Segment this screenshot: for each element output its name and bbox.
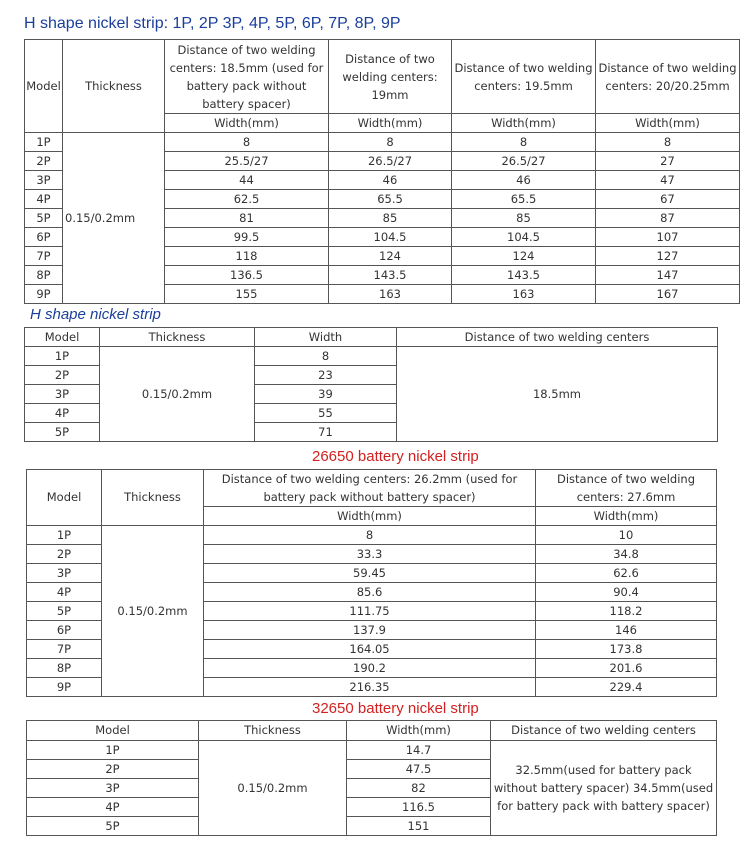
cell: 67 — [596, 190, 740, 209]
section2-title-text: H shape nickel strip — [30, 306, 161, 323]
cell: 47.5 — [347, 760, 491, 779]
cell: 8 — [329, 133, 452, 152]
row-model: 3P — [27, 564, 102, 583]
cell: 65.5 — [329, 190, 452, 209]
cell: 26.5/27 — [329, 152, 452, 171]
cell: 151 — [347, 817, 491, 836]
cell: 27 — [596, 152, 740, 171]
header-distance-20: Distance of two welding centers: 20/20.25mm — [596, 40, 740, 114]
cell: 216.35 — [204, 678, 536, 697]
cell: 85 — [329, 209, 452, 228]
header-distance: Distance of two welding centers — [397, 328, 718, 347]
header-model: Model — [25, 40, 63, 133]
header-width: Width(mm) — [596, 114, 740, 133]
header-width: Width(mm) — [452, 114, 596, 133]
cell: 14.7 — [347, 741, 491, 760]
cell: 82 — [347, 779, 491, 798]
cell: 124 — [452, 247, 596, 266]
cell: 143.5 — [329, 266, 452, 285]
row-model: 3P — [25, 385, 100, 404]
cell: 229.4 — [536, 678, 717, 697]
cell: 163 — [452, 285, 596, 304]
header-thickness: Thickness — [100, 328, 255, 347]
cell: 136.5 — [165, 266, 329, 285]
cell: 118 — [165, 247, 329, 266]
section2-table — [24, 327, 718, 442]
cell: 146 — [536, 621, 717, 640]
cell: 62.6 — [536, 564, 717, 583]
row-model: 2P — [25, 152, 63, 171]
section4-table — [26, 720, 717, 836]
cell: 118.2 — [536, 602, 717, 621]
cell: 8 — [255, 347, 397, 366]
header-thickness: Thickness — [199, 721, 347, 741]
cell: 143.5 — [452, 266, 596, 285]
cell: 8 — [452, 133, 596, 152]
row-model: 5P — [25, 209, 63, 228]
header-thickness: Thickness — [63, 40, 165, 133]
row-model: 6P — [25, 228, 63, 247]
header-distance-26-2: Distance of two welding centers: 26.2mm (used for battery pack without battery spacer) — [204, 470, 536, 507]
header-distance-19-5: Distance of two welding centers: 19.5mm — [452, 40, 596, 114]
cell: 163 — [329, 285, 452, 304]
section3-table — [26, 469, 717, 697]
cell: 25.5/27 — [165, 152, 329, 171]
row-model: 1P — [25, 347, 100, 366]
cell: 87 — [596, 209, 740, 228]
row-model: 5P — [27, 602, 102, 621]
cell: 46 — [452, 171, 596, 190]
cell: 104.5 — [452, 228, 596, 247]
cell: 116.5 — [347, 798, 491, 817]
row-model: 9P — [27, 678, 102, 697]
row-model: 3P — [27, 779, 199, 798]
section3-title: 26650 battery nickel strip — [312, 448, 479, 465]
cell: 59.45 — [204, 564, 536, 583]
thickness-cell: 0.15/0.2mm — [102, 526, 204, 697]
row-model: 5P — [25, 423, 100, 442]
header-model: Model — [25, 328, 100, 347]
row-model: 3P — [25, 171, 63, 190]
cell: 107 — [596, 228, 740, 247]
header-width: Width(mm) — [536, 507, 717, 526]
cell: 44 — [165, 171, 329, 190]
cell: 10 — [536, 526, 717, 545]
row-model: 8P — [25, 266, 63, 285]
section1-title: H shape nickel strip: 1P, 2P 3P, 4P, 5P, 6P, 7P, 8P, 9P — [24, 15, 401, 32]
row-model: 8P — [27, 659, 102, 678]
cell: 90.4 — [536, 583, 717, 602]
cell: 47 — [596, 171, 740, 190]
cell: 34.8 — [536, 545, 717, 564]
cell: 127 — [596, 247, 740, 266]
cell: 124 — [329, 247, 452, 266]
section2-title — [30, 306, 161, 323]
thickness-cell: 0.15/0.2mm — [100, 347, 255, 442]
cell: 190.2 — [204, 659, 536, 678]
row-model: 4P — [25, 404, 100, 423]
row-model: 5P — [27, 817, 199, 836]
cell: 137.9 — [204, 621, 536, 640]
header-distance-18-5: Distance of two welding centers: 18.5mm (used for battery pack without battery spacer) — [165, 40, 329, 114]
header-width: Width — [255, 328, 397, 347]
cell: 8 — [204, 526, 536, 545]
cell: 201.6 — [536, 659, 717, 678]
header-thickness: Thickness — [102, 470, 204, 526]
cell: 46 — [329, 171, 452, 190]
cell: 55 — [255, 404, 397, 423]
row-model: 1P — [25, 133, 63, 152]
row-model: 4P — [25, 190, 63, 209]
cell: 147 — [596, 266, 740, 285]
header-width: Width(mm) — [204, 507, 536, 526]
section1-table — [24, 39, 740, 304]
row-model: 2P — [25, 366, 100, 385]
cell: 26.5/27 — [452, 152, 596, 171]
header-model: Model — [27, 470, 102, 526]
cell: 71 — [255, 423, 397, 442]
header-distance-27-6: Distance of two welding centers: 27.6mm — [536, 470, 717, 507]
cell: 8 — [596, 133, 740, 152]
cell: 99.5 — [165, 228, 329, 247]
section4-title: 32650 battery nickel strip — [312, 700, 479, 717]
row-model: 4P — [27, 798, 199, 817]
cell: 81 — [165, 209, 329, 228]
row-model: 7P — [25, 247, 63, 266]
header-width: Width(mm) — [329, 114, 452, 133]
cell: 39 — [255, 385, 397, 404]
distance-cell: 32.5mm(used for battery pack without battery spacer) 34.5mm(used for battery pack with battery spacer) — [491, 741, 717, 836]
row-model: 1P — [27, 741, 199, 760]
cell: 23 — [255, 366, 397, 385]
row-model: 2P — [27, 760, 199, 779]
cell: 164.05 — [204, 640, 536, 659]
cell: 104.5 — [329, 228, 452, 247]
cell: 85 — [452, 209, 596, 228]
cell: 167 — [596, 285, 740, 304]
row-model: 9P — [25, 285, 63, 304]
header-distance: Distance of two welding centers — [491, 721, 717, 741]
row-model: 2P — [27, 545, 102, 564]
row-model: 7P — [27, 640, 102, 659]
cell: 33.3 — [204, 545, 536, 564]
cell: 8 — [165, 133, 329, 152]
row-model: 4P — [27, 583, 102, 602]
cell: 173.8 — [536, 640, 717, 659]
cell: 111.75 — [204, 602, 536, 621]
header-width: Width(mm) — [165, 114, 329, 133]
row-model: 1P — [27, 526, 102, 545]
header-width: Width(mm) — [347, 721, 491, 741]
thickness-cell: 0.15/0.2mm — [199, 741, 347, 836]
cell: 155 — [165, 285, 329, 304]
row-model: 6P — [27, 621, 102, 640]
thickness-cell: 0.15/0.2mm — [63, 133, 165, 304]
cell: 85.6 — [204, 583, 536, 602]
header-distance-19: Distance of two welding centers: 19mm — [329, 40, 452, 114]
cell: 62.5 — [165, 190, 329, 209]
distance-cell: 18.5mm — [397, 347, 718, 442]
cell: 65.5 — [452, 190, 596, 209]
header-model: Model — [27, 721, 199, 741]
